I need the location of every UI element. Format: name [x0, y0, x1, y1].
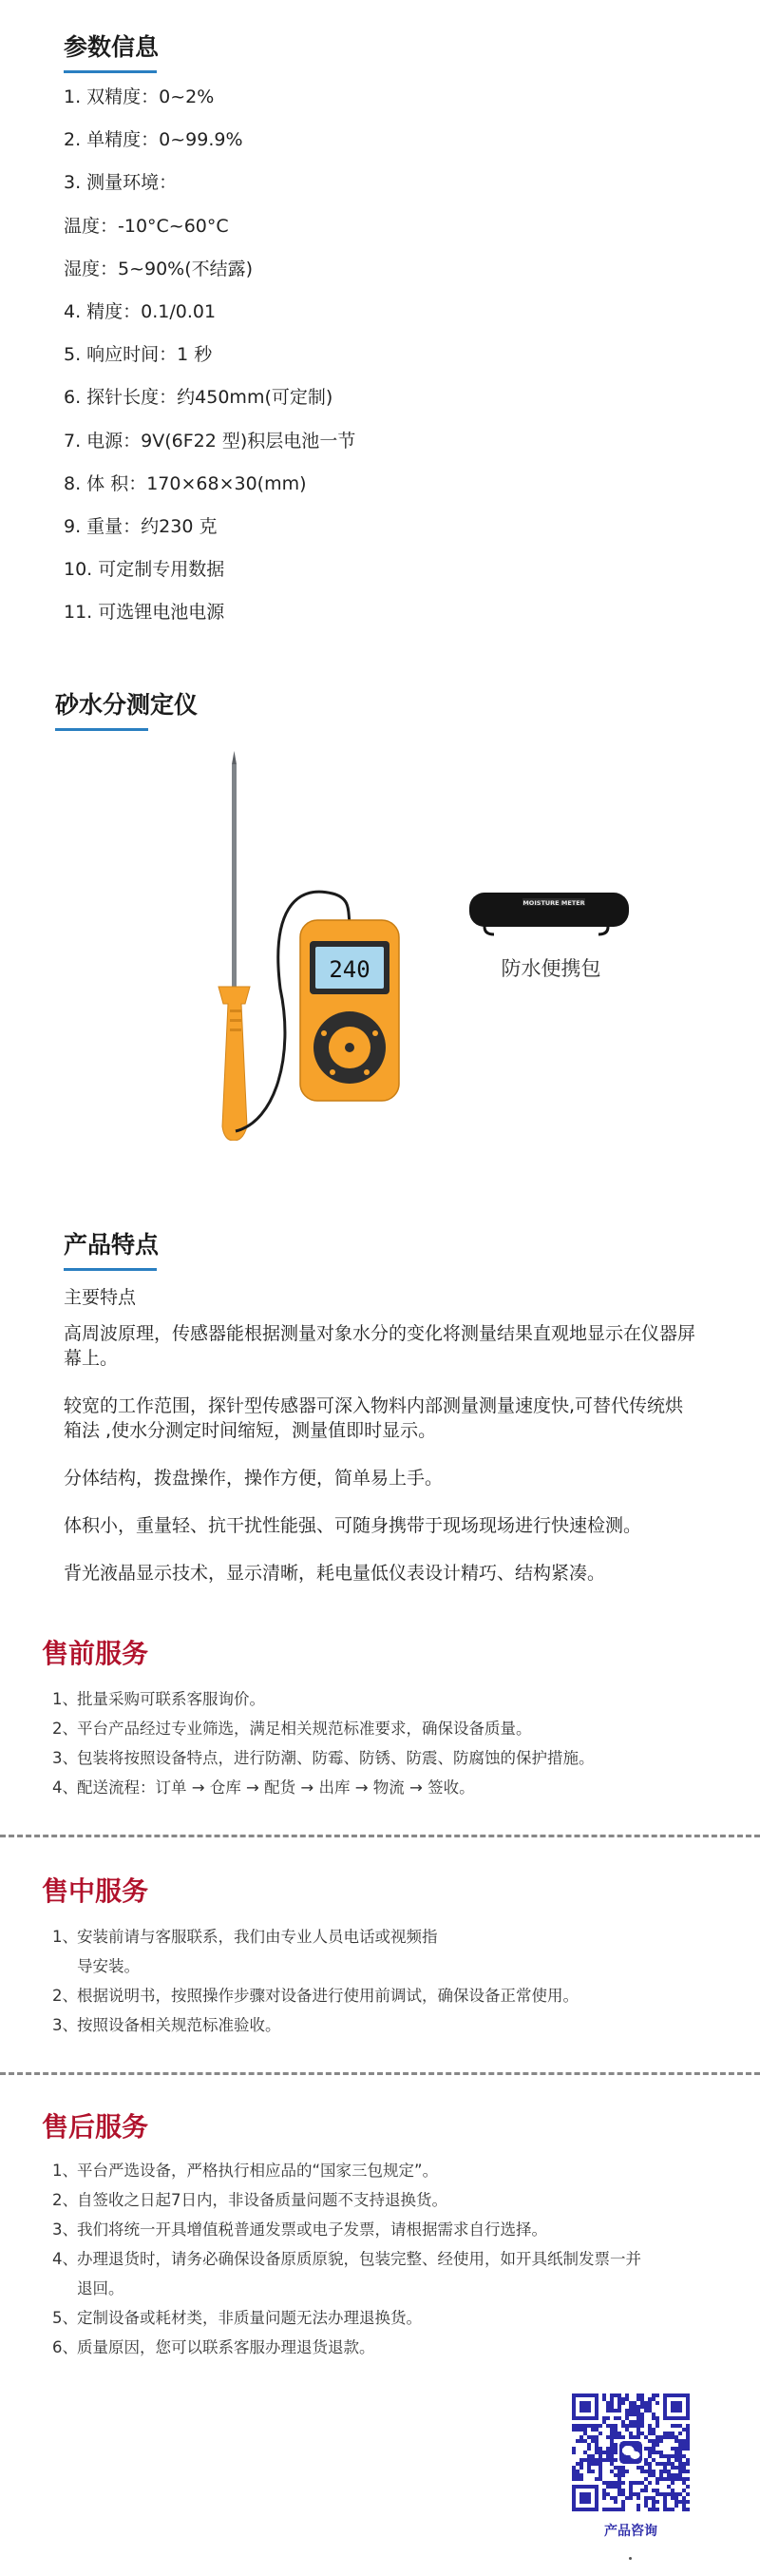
- mid-sale-title: 售中服务: [42, 1875, 149, 1907]
- service-item-number: 1、: [52, 2162, 78, 2180]
- spec-item: 9. 重量：约230 克: [64, 515, 218, 537]
- bag-caption: 防水便携包: [501, 957, 601, 980]
- section-divider: [0, 2072, 760, 2075]
- service-item-text: 平台严选设备，严格执行相应品的“国家三包规定”。: [77, 2162, 439, 2180]
- service-item: [52, 2303, 717, 2333]
- service-item-number: 2、: [52, 2191, 78, 2209]
- probe-rod: [232, 764, 237, 987]
- product-title-text: 砂水分测定仪: [55, 691, 199, 719]
- features-title: [64, 1226, 159, 1271]
- spec-item: 温度：-10°C~60°C: [64, 215, 229, 237]
- qr-caption: 产品咨询: [604, 2524, 657, 2539]
- features-title-text: 产品特点: [64, 1231, 160, 1259]
- spec-item: 6. 探针长度：约450mm(可定制): [64, 387, 333, 409]
- bag-brand-text: MOISTURE METER: [522, 899, 585, 907]
- service-item-text: 定制设备或耗材类，非质量问题无法办理退换货。: [77, 2309, 422, 2327]
- pre-sale-list: [52, 1684, 717, 1802]
- service-item-text: 安装前请与客服联系，我们由专业人员电话或视频指: [77, 1928, 438, 1946]
- spec-item: 7. 电源：9V(6F22 型)积层电池一节: [64, 430, 356, 452]
- specs-title: [64, 29, 159, 73]
- meter-reading: 240: [329, 956, 370, 983]
- service-item-number: 3、: [52, 2016, 78, 2034]
- spec-item: 11. 可选锂电池电源: [64, 602, 225, 624]
- service-item-text: 自签收之日起7日内，非设备质量问题不支持退换货。: [77, 2191, 447, 2209]
- spec-item: 湿度：5~90%(不结露): [64, 258, 254, 279]
- service-item: [52, 1951, 717, 1981]
- service-item-text: 退回。: [77, 2279, 124, 2297]
- service-item: [52, 1773, 717, 1802]
- after-sale-title: 售后服务: [42, 2111, 149, 2143]
- qr-finder-pattern: [580, 2401, 591, 2413]
- feature-item: 较宽的工作范围，探针型传感器可深入物料内部测量测量速度快,可替代传统烘箱法 ,使水分测定时间缩短，测量值即时显示。: [64, 1395, 684, 1441]
- feature-item: 分体结构，拨盘操作，操作方便，简单易上手。: [64, 1468, 444, 1489]
- service-item-number: 1、: [52, 1928, 78, 1946]
- section-divider: [0, 1835, 760, 1837]
- pre-sale-title: 售前服务: [42, 1638, 149, 1669]
- after-sale-list: [52, 2156, 717, 2362]
- service-item-number: 3、: [52, 1749, 78, 1767]
- title-underline: [64, 1268, 157, 1271]
- spec-item: 5. 响应时间：1 秒: [64, 344, 213, 366]
- features-subtitle: 主要特点: [64, 1287, 137, 1308]
- spec-item: 8. 体 积：170×68×30(mm): [64, 472, 307, 494]
- service-item-number: 5、: [52, 2309, 78, 2327]
- qr-finder-pattern: [580, 2492, 591, 2504]
- service-item-number: 6、: [52, 2338, 78, 2356]
- service-item-text: 我们将统一开具增值税普通发票或电子发票，请根据需求自行选择。: [77, 2220, 547, 2239]
- service-item: [52, 1981, 717, 2010]
- spec-item: 10. 可定制专用数据: [64, 559, 225, 581]
- service-item-number: 3、: [52, 2220, 78, 2239]
- service-item-number: 2、: [52, 1720, 78, 1738]
- service-item: [52, 2333, 717, 2362]
- service-item-text: 平台产品经过专业筛选，满足相关规范标准要求，确保设备质量。: [77, 1720, 532, 1738]
- feature-item: 高周波原理，传感器能根据测量对象水分的变化将测量结果直观地显示在仪器屏幕上。: [64, 1323, 696, 1369]
- title-underline: [64, 70, 157, 73]
- service-item: [52, 2215, 717, 2244]
- qr-finder-pattern: [671, 2401, 682, 2413]
- spec-list: [64, 76, 729, 634]
- service-item-number: [52, 2274, 77, 2303]
- qr-code[interactable]: [572, 2393, 690, 2511]
- service-item: [52, 1684, 717, 1714]
- service-item-text: 质量原因，您可以联系客服办理退货退款。: [77, 2338, 375, 2356]
- service-item-text: 导安装。: [77, 1957, 140, 1975]
- spec-item: 2. 单精度：0~99.9%: [64, 129, 243, 151]
- spec-item: 3. 测量环境：: [64, 172, 178, 194]
- spec-item: 1. 双精度：0~2%: [64, 87, 215, 107]
- service-item-text: 包装将按照设备特点，进行防潮、防霉、防锈、防震、防腐蚀的保护措施。: [77, 1749, 595, 1767]
- service-item-text: 办理退货时，请务必确保设备原质原貌，包装完整、经使用，如开具纸制发票一并: [77, 2250, 641, 2268]
- service-item-number: [52, 1951, 77, 1981]
- service-item-text: 批量采购可联系客服询价。: [77, 1690, 265, 1708]
- mid-sale-list: [52, 1922, 717, 2040]
- service-item-number: 4、: [52, 2250, 78, 2268]
- service-item: [52, 2185, 717, 2215]
- service-item: [52, 1743, 717, 1773]
- carry-bag-image: [466, 889, 636, 936]
- service-item-text: 按照设备相关规范标准验收。: [77, 2016, 281, 2034]
- decorative-dot: [629, 2557, 632, 2560]
- service-item-number: 1、: [52, 1690, 78, 1708]
- service-item-text: 根据说明书，按照操作步骤对设备进行使用前调试，确保设备正常使用。: [77, 1987, 579, 2005]
- product-title: [55, 686, 198, 731]
- service-item: [52, 2244, 717, 2274]
- service-item-number: 4、: [52, 1778, 78, 1797]
- service-item-text: 配送流程：订单 → 仓库 → 配货 → 出库 → 物流 → 签收。: [77, 1778, 475, 1797]
- features-list: [64, 1321, 700, 1608]
- probe-tip: [232, 751, 237, 764]
- service-item: [52, 2274, 717, 2303]
- bag-body: [469, 893, 629, 927]
- moisture-meter-image: [180, 751, 408, 1141]
- service-item: [52, 2156, 717, 2185]
- title-underline: [55, 728, 148, 731]
- spec-item: 4. 精度：0.1/0.01: [64, 300, 217, 322]
- specs-title-text: 参数信息: [64, 33, 160, 61]
- service-item: [52, 2010, 717, 2040]
- feature-item: 背光液晶显示技术，显示清晰，耗电量低仪表设计精巧、结构紧凑。: [64, 1563, 606, 1584]
- service-item: [52, 1714, 717, 1743]
- service-item-number: 2、: [52, 1987, 78, 2005]
- service-item: [52, 1922, 717, 1951]
- feature-item: 体积小，重量轻、抗干扰性能强、可随身携带于现场现场进行快速检测。: [64, 1515, 642, 1536]
